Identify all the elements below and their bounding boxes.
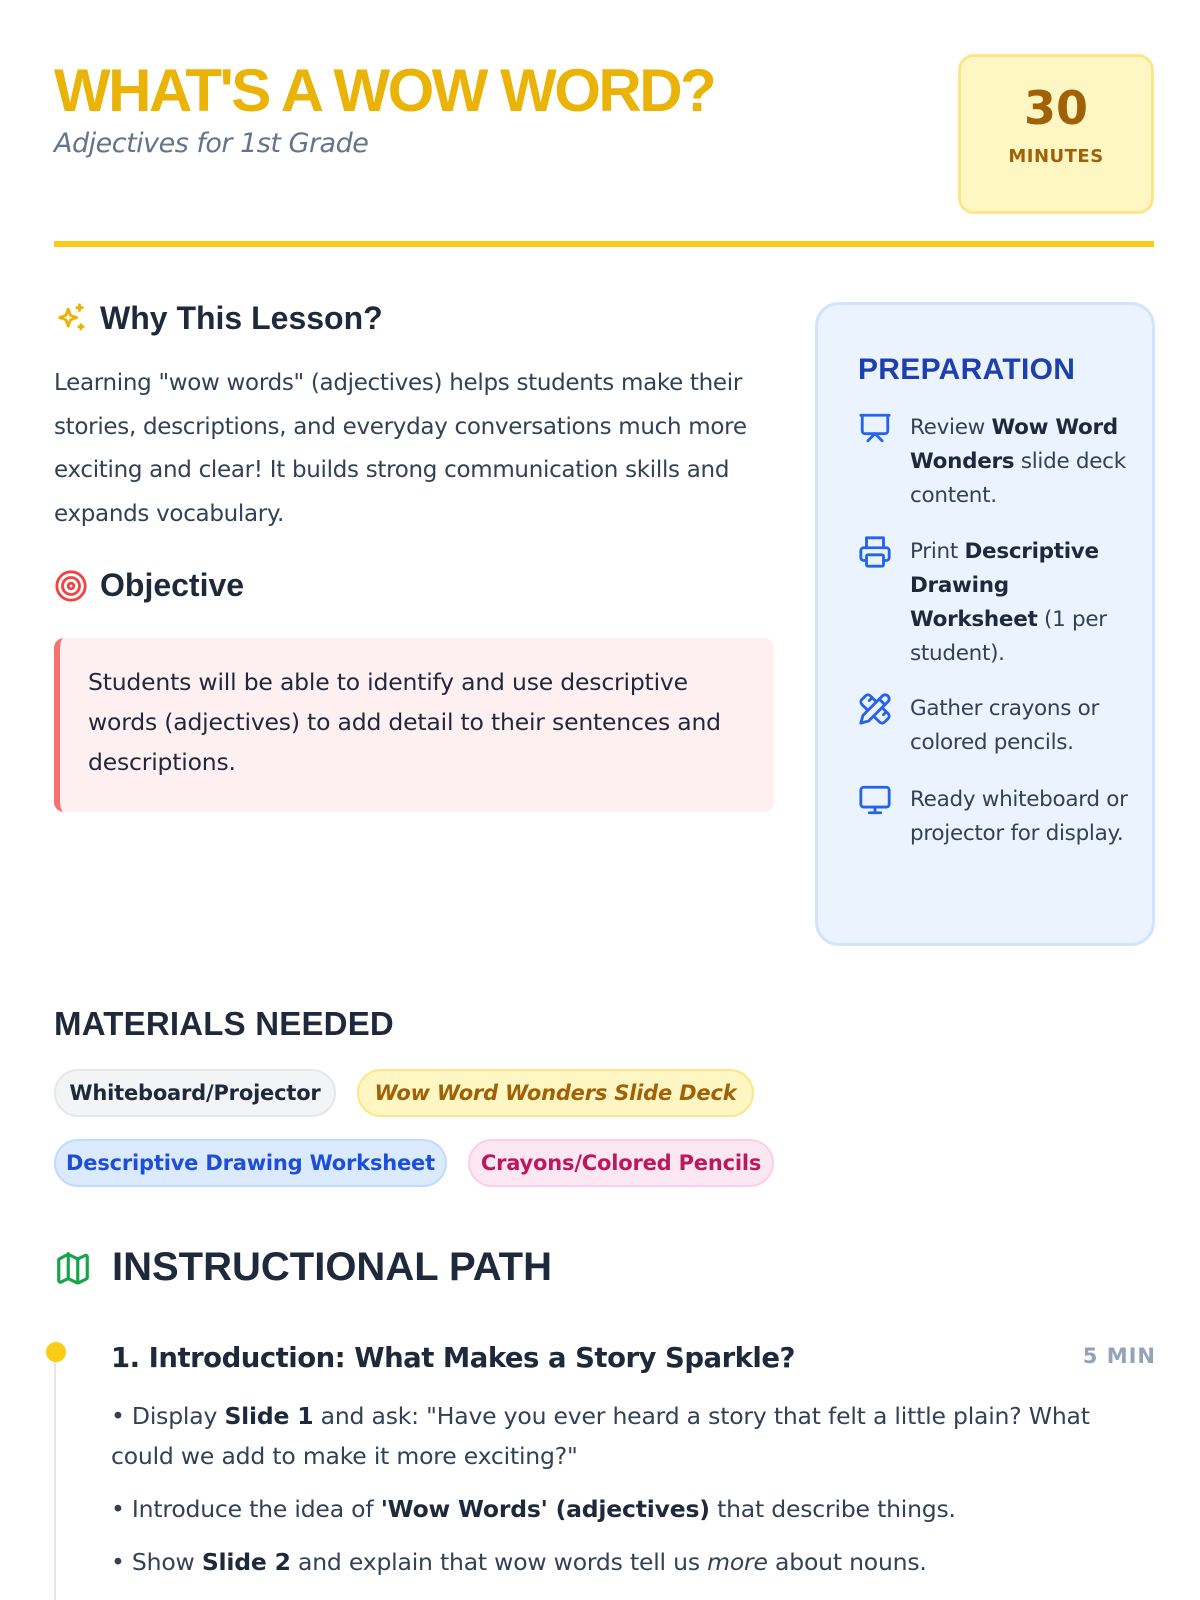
prep-text: (1 per student). bbox=[910, 607, 1107, 666]
bullet-text: that describe things. bbox=[709, 1495, 956, 1523]
bullet-text: • Introduce the idea of bbox=[111, 1495, 381, 1523]
preparation-heading: PREPARATION bbox=[858, 353, 1076, 386]
prep-item bbox=[858, 411, 1128, 513]
prep-text: Review bbox=[910, 415, 992, 440]
monitor-icon bbox=[858, 783, 892, 817]
map-icon bbox=[54, 1249, 92, 1287]
prep-text: Print bbox=[910, 539, 965, 564]
bullet-text: • Display bbox=[111, 1402, 225, 1430]
prep-bold-text: Wow Word Wonders bbox=[910, 415, 1118, 474]
step-bullet bbox=[111, 1542, 1111, 1582]
material-chip-crayons: Crayons/Colored Pencils bbox=[468, 1139, 774, 1187]
bullet-bold-text: 'Wow Words' (adjectives) bbox=[380, 1495, 710, 1523]
objective-heading-label: Objective bbox=[100, 567, 245, 603]
objective-heading bbox=[54, 567, 244, 604]
objective-callout bbox=[54, 638, 774, 812]
pencil-ruler-icon bbox=[858, 692, 892, 726]
sparkles-icon bbox=[54, 302, 88, 336]
bullet-text: about nouns. bbox=[767, 1548, 927, 1576]
prep-item bbox=[858, 692, 1128, 760]
timeline-dot bbox=[46, 1342, 66, 1362]
prep-item bbox=[858, 783, 1128, 851]
bullet-bold-text: Slide 2 bbox=[201, 1548, 291, 1576]
prep-text: Ready whiteboard or projector for display. bbox=[910, 787, 1128, 846]
material-chip-slide-deck: Wow Word Wonders Slide Deck bbox=[357, 1069, 754, 1117]
step-duration: 5 MIN bbox=[1082, 1344, 1156, 1368]
bullet-text: and explain that wow words tell us bbox=[290, 1548, 708, 1576]
instructional-path-label: INSTRUCTIONAL PATH bbox=[112, 1245, 552, 1289]
materials-heading: MATERIALS NEEDED bbox=[54, 1005, 394, 1042]
prep-text: Gather crayons or colored pencils. bbox=[910, 696, 1100, 755]
instructional-path-heading bbox=[54, 1245, 552, 1290]
lesson-header bbox=[54, 50, 1154, 250]
objective-body-text: Students will be able to identify and use descriptive words (adjectives) to add detail to their sentences and descriptions. bbox=[88, 668, 721, 776]
material-chip-worksheet: Descriptive Drawing Worksheet bbox=[54, 1139, 447, 1187]
page-title: WHAT'S A WOW WORD? bbox=[54, 57, 715, 124]
target-icon bbox=[54, 569, 88, 603]
why-heading-label: Why This Lesson? bbox=[100, 300, 383, 336]
step-title: 1. Introduction: What Makes a Story Sparkle? bbox=[111, 1342, 795, 1374]
bullet-text: and ask: "Have you ever heard a story that felt a little plain? What could we add to make it more exciting?" bbox=[111, 1402, 1090, 1470]
printer-icon bbox=[858, 535, 892, 569]
duration-unit: MINUTES bbox=[1008, 145, 1104, 167]
presentation-icon bbox=[858, 411, 892, 445]
bullet-italic-text: more bbox=[707, 1548, 768, 1576]
why-body-text: Learning "wow words" (adjectives) helps students make their stories, descriptions, and everyday conversations much more exciting and clear! It builds strong communication skills and expands vocabulary. bbox=[54, 370, 747, 527]
why-heading bbox=[54, 300, 383, 337]
bullet-text: • Show bbox=[111, 1548, 202, 1576]
duration-badge bbox=[958, 54, 1154, 214]
step-bullet bbox=[111, 1489, 1111, 1529]
step-bullet bbox=[111, 1396, 1111, 1476]
duration-number: 30 bbox=[1023, 81, 1088, 135]
prep-item bbox=[858, 535, 1128, 671]
page-subtitle: Adjectives for 1st Grade bbox=[54, 128, 369, 159]
preparation-panel bbox=[815, 302, 1155, 946]
prep-bold-text: Descriptive Drawing Worksheet bbox=[910, 539, 1099, 632]
header-divider bbox=[54, 241, 1154, 247]
timeline-line bbox=[54, 1352, 56, 1600]
material-chip-whiteboard: Whiteboard/Projector bbox=[54, 1069, 336, 1117]
bullet-bold-text: Slide 1 bbox=[224, 1402, 314, 1430]
prep-text: slide deck content. bbox=[910, 449, 1126, 508]
